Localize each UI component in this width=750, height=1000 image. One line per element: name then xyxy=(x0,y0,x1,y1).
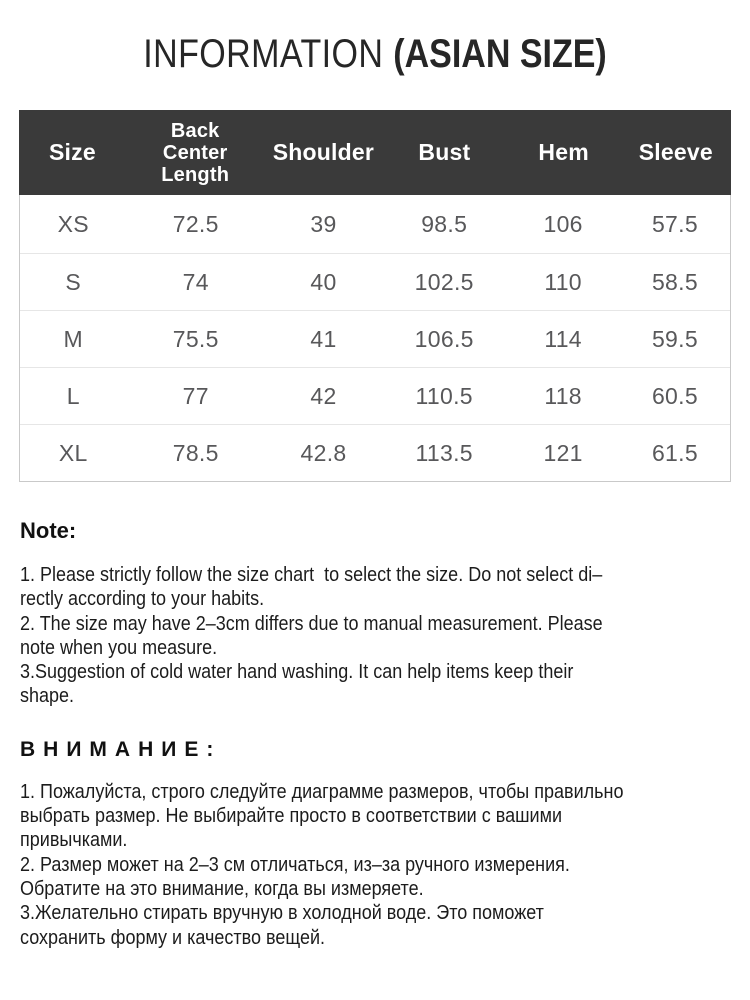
table-cell: 61.5 xyxy=(651,439,698,466)
table-cell: 121 xyxy=(543,439,583,466)
table-row-m xyxy=(20,310,730,367)
table-cell: 42 xyxy=(310,382,337,409)
header-cell-shoulder: Shoulder xyxy=(272,139,374,165)
note-line: привычками. xyxy=(20,829,128,852)
title-regular: INFORMATION xyxy=(143,32,394,76)
size-chart-table xyxy=(19,110,731,482)
table-row-s xyxy=(20,253,730,310)
header-cell-bust: Bust xyxy=(418,139,471,165)
note-heading-ru: ВНИМАНИЕ: xyxy=(20,737,222,761)
note-line: 1. Please strictly follow the size chart to select the size. Do not select di– xyxy=(20,564,603,586)
table-cell: 77 xyxy=(182,382,209,409)
note-line: выбрать размер. Не выбирайте просто в соответствии с вашими xyxy=(20,805,563,828)
note-line: 2. The size may have 2–3cm differs due to manual measurement. Please xyxy=(20,612,603,635)
table-cell: 58.5 xyxy=(651,268,698,295)
table-cell: XL xyxy=(58,439,88,466)
table-cell: 113.5 xyxy=(415,439,473,466)
note-line: 3.Желательно стирать вручную в холодной воде. Это поможет xyxy=(20,902,544,925)
table-row-l xyxy=(20,367,730,424)
table-cell: 39 xyxy=(310,210,337,237)
table-cell: 78.5 xyxy=(172,439,219,466)
table-cell: 106 xyxy=(543,210,583,237)
table-cell: 106.5 xyxy=(414,325,474,352)
table-cell: 72.5 xyxy=(172,210,219,237)
table-cell: 74 xyxy=(182,268,209,295)
table-cell: 57.5 xyxy=(651,210,698,237)
size-chart-body xyxy=(19,195,731,482)
header-cell-back-center-length: Back Center Length xyxy=(161,119,230,186)
table-cell: M xyxy=(63,325,83,352)
note-line: rectly according to your habits. xyxy=(20,588,265,611)
table-cell: L xyxy=(66,382,80,409)
title-bold: (ASIAN SIZE) xyxy=(393,32,607,76)
table-cell: 42.8 xyxy=(300,439,347,466)
header-cell-sleeve: Sleeve xyxy=(638,139,713,165)
size-info-page xyxy=(0,34,750,1000)
table-cell: 114 xyxy=(544,325,582,352)
note-line: note when you measure. xyxy=(20,636,218,659)
note-line: shape. xyxy=(20,685,75,708)
table-cell: 102.5 xyxy=(414,268,474,295)
note-section-ru xyxy=(20,737,730,950)
header-cell-hem: Hem xyxy=(538,139,589,165)
header-cell-size: Size xyxy=(48,139,96,165)
note-line: Обратите на это внимание, когда вы измеряете. xyxy=(20,877,424,900)
size-chart-header-row xyxy=(19,110,731,195)
table-cell: 75.5 xyxy=(172,325,219,352)
table-cell: 98.5 xyxy=(421,210,468,237)
table-cell: 118 xyxy=(544,382,582,409)
table-row-xs xyxy=(20,195,730,253)
table-cell: XS xyxy=(57,210,89,237)
note-line: сохранить форму и качество вещей. xyxy=(20,926,326,949)
note-line: 2. Размер может на 2–3 см отличаться, из–за ручного измерения. xyxy=(20,853,570,876)
note-section-en xyxy=(20,518,730,709)
note-line: 1. Пожалуйста, строго следуйте диаграмме размеров, чтобы правильно xyxy=(20,780,624,803)
table-cell: 41 xyxy=(310,325,337,352)
table-cell: S xyxy=(65,268,82,295)
table-cell: 110.5 xyxy=(415,382,473,409)
page-title xyxy=(56,34,694,74)
note-heading-en: Note: xyxy=(20,518,77,543)
table-cell: 59.5 xyxy=(651,325,698,352)
table-cell: 60.5 xyxy=(651,382,698,409)
note-line: 3.Suggestion of cold water hand washing. It can help items keep their xyxy=(20,661,574,684)
table-cell: 40 xyxy=(310,268,337,295)
table-row-xl xyxy=(20,424,730,481)
table-cell: 110 xyxy=(544,268,582,295)
